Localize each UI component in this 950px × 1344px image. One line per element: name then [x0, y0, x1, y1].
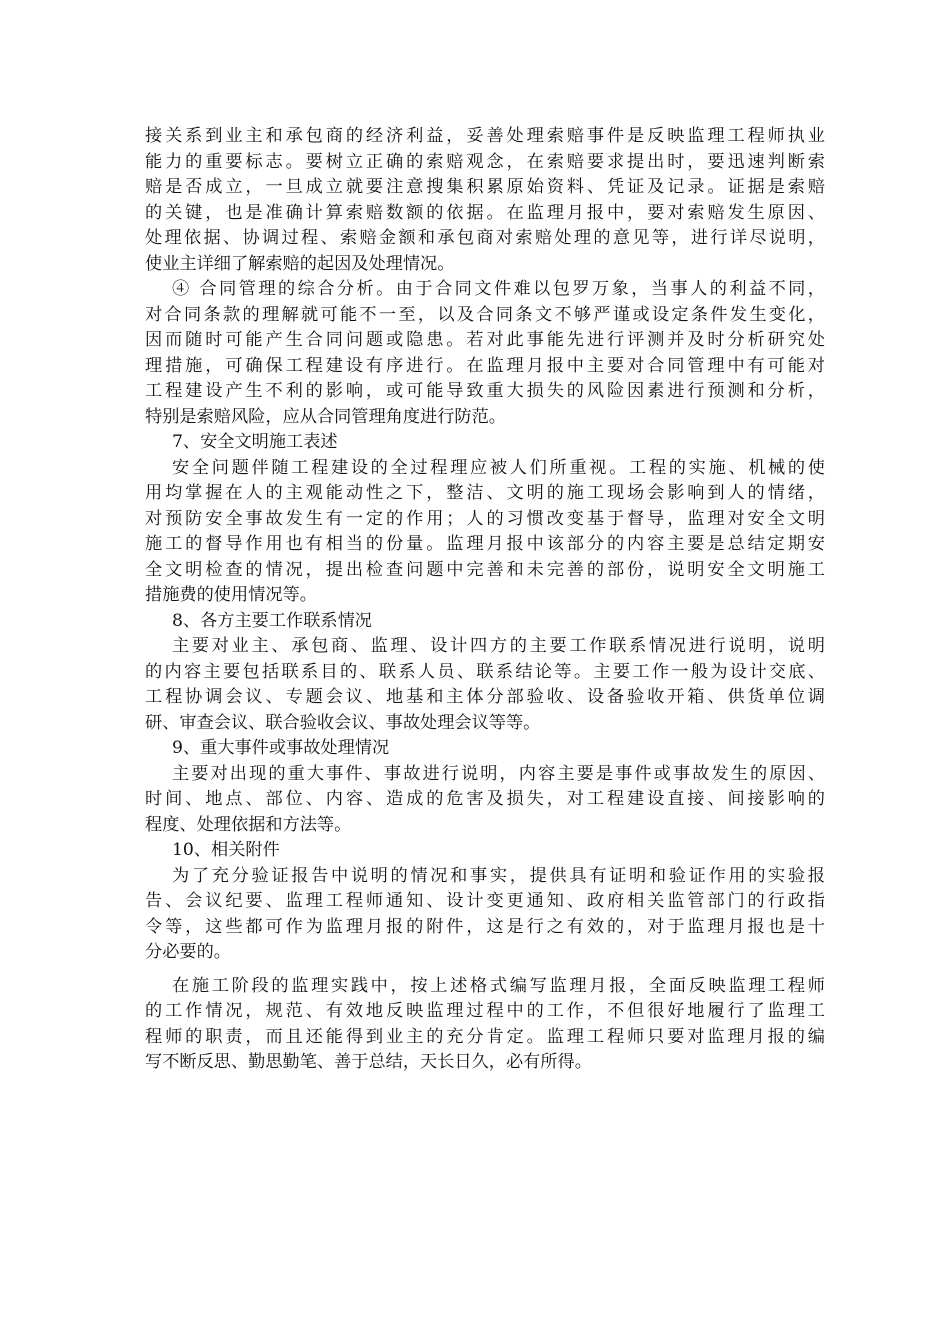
text-line: 程师的职责，而且还能得到业主的充分肯定。监理工程师只要对监理月报的编 — [145, 1026, 825, 1047]
text-line: 措施费的使用情况等。 — [145, 585, 317, 605]
text-line: 令等，这些都可作为监理月报的附件，这是行之有效的，对于监理月报也是十 — [145, 916, 825, 937]
text-line: 写不断反思、勤思勤笔、善于总结，天长日久，必有所得。 — [145, 1052, 592, 1072]
text-line: 施工的督导作用也有相当的份量。监理月报中该部分的内容主要是总结定期安 — [145, 534, 825, 554]
text-line: 程度、处理依据和方法等。 — [145, 814, 352, 835]
claims-paragraph — [145, 124, 825, 277]
safety-paragraph — [145, 456, 825, 609]
text-line: 在施工阶段的监理实践中，按上述格式编写监理月报，全面反映监理工程师 — [172, 975, 825, 996]
text-line: 使业主详细了解索赔的起因及处理情况。 — [145, 253, 455, 274]
liaison-paragraph — [145, 634, 825, 736]
text-line: 因而随时可能产生合同问题或隐患。若对此事能先进行评测并及时分析研究处 — [145, 330, 825, 350]
text-line: 工程建设产生不利的影响，或可能导致重大损失的风险因素进行预测和分析， — [145, 381, 825, 401]
text-line: 处理依据、协调过程、索赔金额和承包商对索赔处理的意见等，进行详尽说明， — [145, 228, 825, 248]
text-line: 主要对业主、承包商、监理、设计四方的主要工作联系情况进行说明，说明 — [172, 636, 825, 656]
text-line: 全文明检查的情况，提出检查问题中完善和未完善的部份，说明安全文明施工 — [145, 559, 825, 580]
text-line: 的工作情况，规范、有效地反映监理过程中的工作，不但很好地履行了监理工 — [145, 1001, 825, 1021]
text-line: 特别是索赔风险，应从合同管理角度进行防范。 — [145, 406, 506, 427]
text-line: ④ 合同管理的综合分析。由于合同文件难以包罗万象，当事人的利益不同， — [172, 279, 825, 299]
paragraph-spacer — [145, 966, 825, 974]
text-line: 研、审查会议、联合验收会议、事故处理会议等等。 — [145, 712, 541, 733]
text-line: 时间、地点、部位、内容、造成的危害及损失，对工程建设直接、间接影响的 — [145, 789, 825, 809]
section-heading-9: 9、重大事件或事故处理情况 — [172, 738, 390, 758]
text-line: 的内容主要包括联系目的、联系人员、联系结论等。主要工作一般为设计交底、 — [145, 661, 825, 682]
text-line: 主要对出现的重大事件、事故进行说明，内容主要是事件或事故发生的原因、 — [172, 763, 825, 784]
text-line: 接关系到业主和承包商的经济利益，妥善处理索赔事件是反映监理工程师执业 — [145, 126, 825, 146]
text-line: 对合同条款的理解就可能不一至，以及合同条文不够严谨或设定条件发生变化， — [145, 304, 825, 325]
section-heading-7: 7、安全文明施工表述 — [172, 432, 338, 452]
text-line: 赔是否成立，一旦成立就要注意搜集积累原始资料、凭证及记录。证据是索赔 — [145, 177, 825, 197]
contract-analysis-paragraph — [145, 277, 825, 430]
text-line: 告、会议纪要、监理工程师通知、设计变更通知、政府相关监管部门的行政指 — [145, 891, 825, 911]
text-line: 理措施，可确保工程建设有序进行。在监理月报中主要对合同管理中有可能对 — [145, 355, 825, 376]
section-heading-10: 10、相关附件 — [172, 840, 280, 860]
conclusion-paragraph — [145, 974, 825, 1076]
text-line: 分必要的。 — [145, 942, 231, 962]
text-line: 对预防安全事故发生有一定的作用；人的习惯改变基于督导，监理对安全文明 — [145, 508, 825, 529]
attachments-paragraph — [145, 864, 825, 966]
text-line: 用均掌握在人的主观能动性之下，整洁、文明的施工现场会影响到人的情绪， — [145, 483, 825, 503]
text-line: 安全问题伴随工程建设的全过程理应被人们所重视。工程的实施、机械的使 — [172, 457, 825, 478]
section-heading-8: 8、各方主要工作联系情况 — [172, 610, 372, 631]
document-body — [145, 124, 825, 1076]
text-line: 工程协调会议、专题会议、地基和主体分部验收、设备验收开箱、供货单位调 — [145, 687, 825, 707]
text-line: 能力的重要标志。要树立正确的索赔观念，在索赔要求提出时，要迅速判断索 — [145, 151, 825, 172]
incident-paragraph — [145, 762, 825, 839]
text-line: 为了充分验证报告中说明的情况和事实，提供具有证明和验证作用的实验报 — [172, 865, 825, 886]
text-line: 的关键，也是准确计算索赔数额的依据。在监理月报中，要对索赔发生原因、 — [145, 202, 825, 223]
